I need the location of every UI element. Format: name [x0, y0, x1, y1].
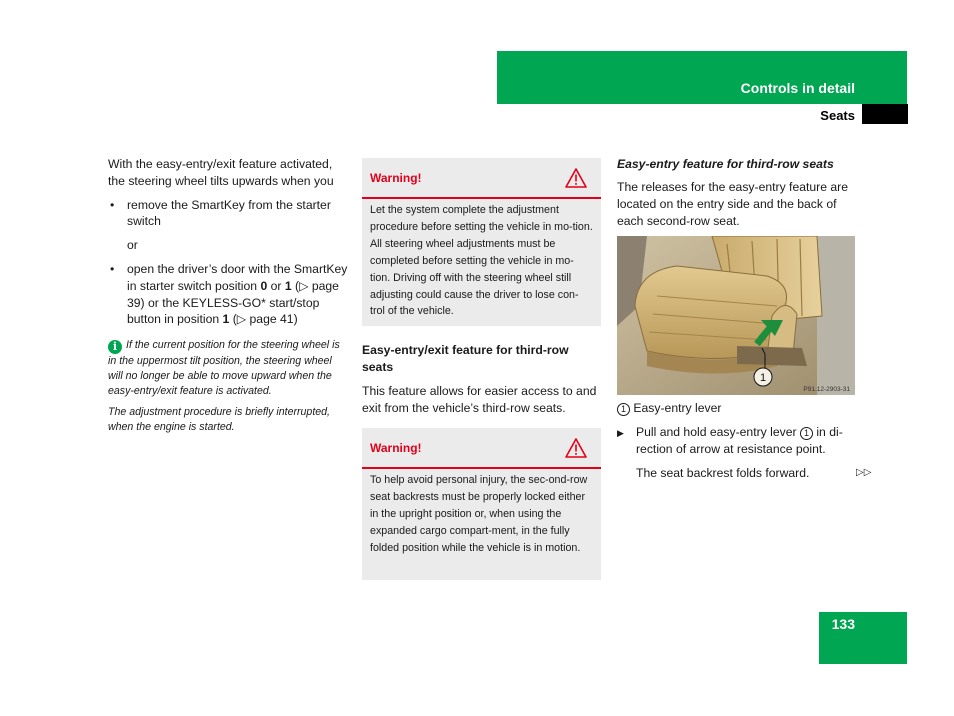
- warning-triangle-icon: [565, 438, 587, 458]
- warning-title: Warning!: [370, 171, 422, 185]
- photo-callout-number: 1: [759, 372, 767, 384]
- warning-triangle-icon: [565, 168, 587, 188]
- result-text: The seat backrest folds forward.: [636, 466, 810, 480]
- header-bar: [497, 51, 907, 104]
- info-note: [108, 338, 348, 399]
- position-value: 0: [260, 278, 268, 293]
- info-note-text: If the current position for the steering wheel is in the uppermost tilt position, the steering wheel will no longer be able to move upward when the easy-entry/exit feature is activated.: [108, 339, 340, 398]
- instruction-step: [617, 424, 876, 458]
- warning-title: Warning!: [370, 441, 422, 455]
- legend-number-icon: 1: [617, 403, 630, 416]
- continue-arrows-icon: ▷▷: [856, 467, 872, 478]
- easy-entry-exit-text: This feature allows for easier access to and exit from the vehicle’s third-row seats.: [362, 384, 597, 415]
- step-number-icon: 1: [800, 427, 813, 440]
- warning-box-2: [362, 428, 601, 580]
- warning-body: Let the system complete the adjustment procedure before setting the vehicle in mo-tion. All steering wheel adjustments must be completed before setting the vehicle in mo-tion. Driving off with the steering wheel still adjusting could cause the driver to lose con-trol of the vehicle.: [370, 204, 593, 318]
- chapter-title: Controls in detail: [740, 80, 855, 96]
- step-text: in di-rection of arrow at resistance point.: [636, 425, 843, 456]
- legend-item: [617, 400, 857, 417]
- page-number: 133: [831, 616, 855, 632]
- section-tab: [862, 104, 908, 124]
- warning-header: [362, 428, 601, 469]
- third-row-heading: Easy-entry feature for third-row seats: [617, 157, 834, 171]
- bullet-text-part: (▷ page 41): [229, 312, 298, 327]
- warning-body: To help avoid personal injury, the sec-ond-row seat backrests must be properly locked either in the upright position or, when using the expanded cargo compart-ment, in the fully folded position while the vehicle is in motion.: [370, 474, 588, 554]
- position-value: 1: [222, 312, 230, 327]
- warning-box-1: [362, 158, 601, 326]
- section-title: Seats: [820, 108, 855, 123]
- legend-text: Easy-entry lever: [633, 401, 722, 415]
- step-text: Pull and hold easy-entry lever: [636, 425, 800, 439]
- info-note-2: The adjustment procedure is briefly interrupted, when the engine is started.: [108, 406, 330, 434]
- third-row-text: The releases for the easy-entry feature are located on the entry side and the back of each second-row seat.: [617, 180, 849, 228]
- warning-header: [362, 158, 601, 199]
- bullet-open-door: [108, 261, 348, 328]
- info-icon: i: [108, 340, 122, 354]
- bullet-text-part: (▷ page 39) or the KEYLESS-GO* start/stop button in position: [127, 278, 339, 327]
- bullet-remove-smartkey: • remove the SmartKey from the starter switch: [108, 197, 348, 231]
- position-value: 1: [284, 278, 292, 293]
- left-column: [108, 156, 348, 435]
- photo-code: P91.12-2903-31: [803, 386, 850, 393]
- easy-entry-exit-heading: Easy-entry/exit feature for third-row seats: [362, 343, 569, 374]
- seat-illustration: [617, 236, 855, 395]
- bullet-text-part: or: [267, 278, 285, 293]
- bullet-text-part: open the driver’s door with the SmartKey in starter switch position: [127, 261, 348, 293]
- intro-text: With the easy-entry/exit feature activated, the steering wheel tilts upwards when you: [108, 157, 334, 188]
- or-text: or: [127, 238, 138, 253]
- seat-photo: [617, 236, 855, 395]
